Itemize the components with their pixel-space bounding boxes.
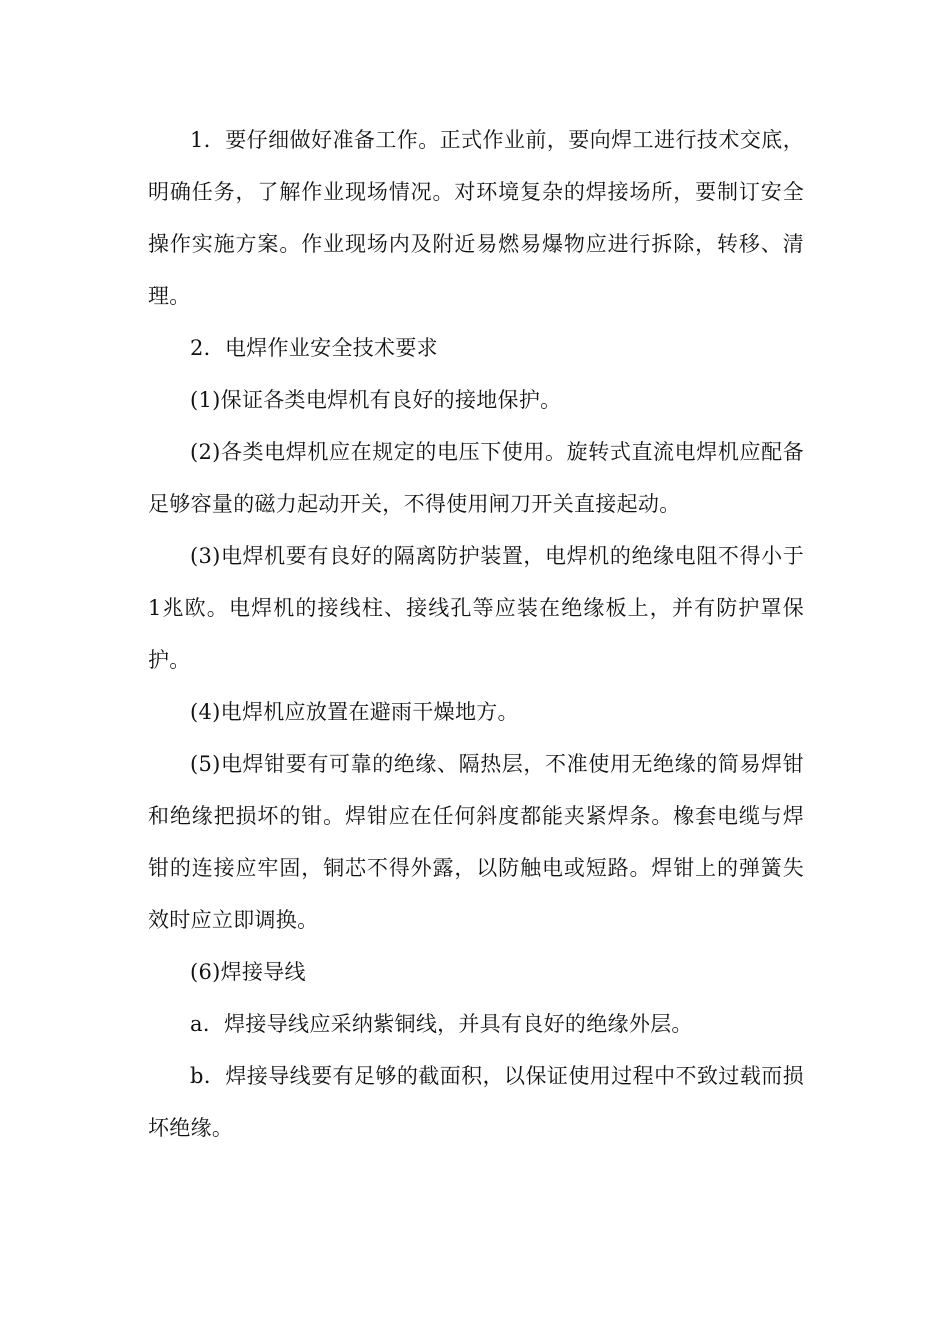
document-body (148, 114, 804, 1154)
heading-welding-safety-requirements: 2．电焊作业安全技术要求 (190, 336, 438, 360)
heading-item-6: (6)焊接导线 (190, 960, 306, 984)
paragraph-item-1: (1)保证各类电焊机有良好的接地保护。 (190, 388, 562, 412)
paragraph-item-6a: a．焊接导线应采纳紫铜线，并具有良好的绝缘外层。 (190, 1012, 693, 1036)
paragraph-preparation: 1．要仔细做好准备工作。正式作业前，要向焊工进行技术交底，明确任务，了解作业现场情况。对环境复杂的焊接场所，要制订安全操作实施方案。作业现场内及附近易燃易爆物应进行拆除，转移、清理。 (148, 128, 804, 308)
paragraph-item-5: (5)电焊钳要有可靠的绝缘、隔热层，不准使用无绝缘的简易焊钳和绝缘把损坏的钳。焊钳应在任何斜度都能夹紧焊条。橡套电缆与焊钳的连接应牢固，铜芯不得外露，以防触电或短路。焊钳上的弹簧失效时应立即调换。 (148, 752, 804, 932)
paragraph-item-3: (3)电焊机要有良好的隔离防护装置，电焊机的绝缘电阻不得小于1兆欧。电焊机的接线柱、接线孔等应装在绝缘板上，并有防护罩保护。 (148, 544, 804, 672)
paragraph-item-2: (2)各类电焊机应在规定的电压下使用。旋转式直流电焊机应配备足够容量的磁力起动开关，不得使用闸刀开关直接起动。 (148, 440, 804, 516)
paragraph-item-4: (4)电焊机应放置在避雨干燥地方。 (190, 700, 519, 724)
paragraph-item-6b: b．焊接导线要有足够的截面积，以保证使用过程中不致过载而损坏绝缘。 (148, 1064, 804, 1140)
